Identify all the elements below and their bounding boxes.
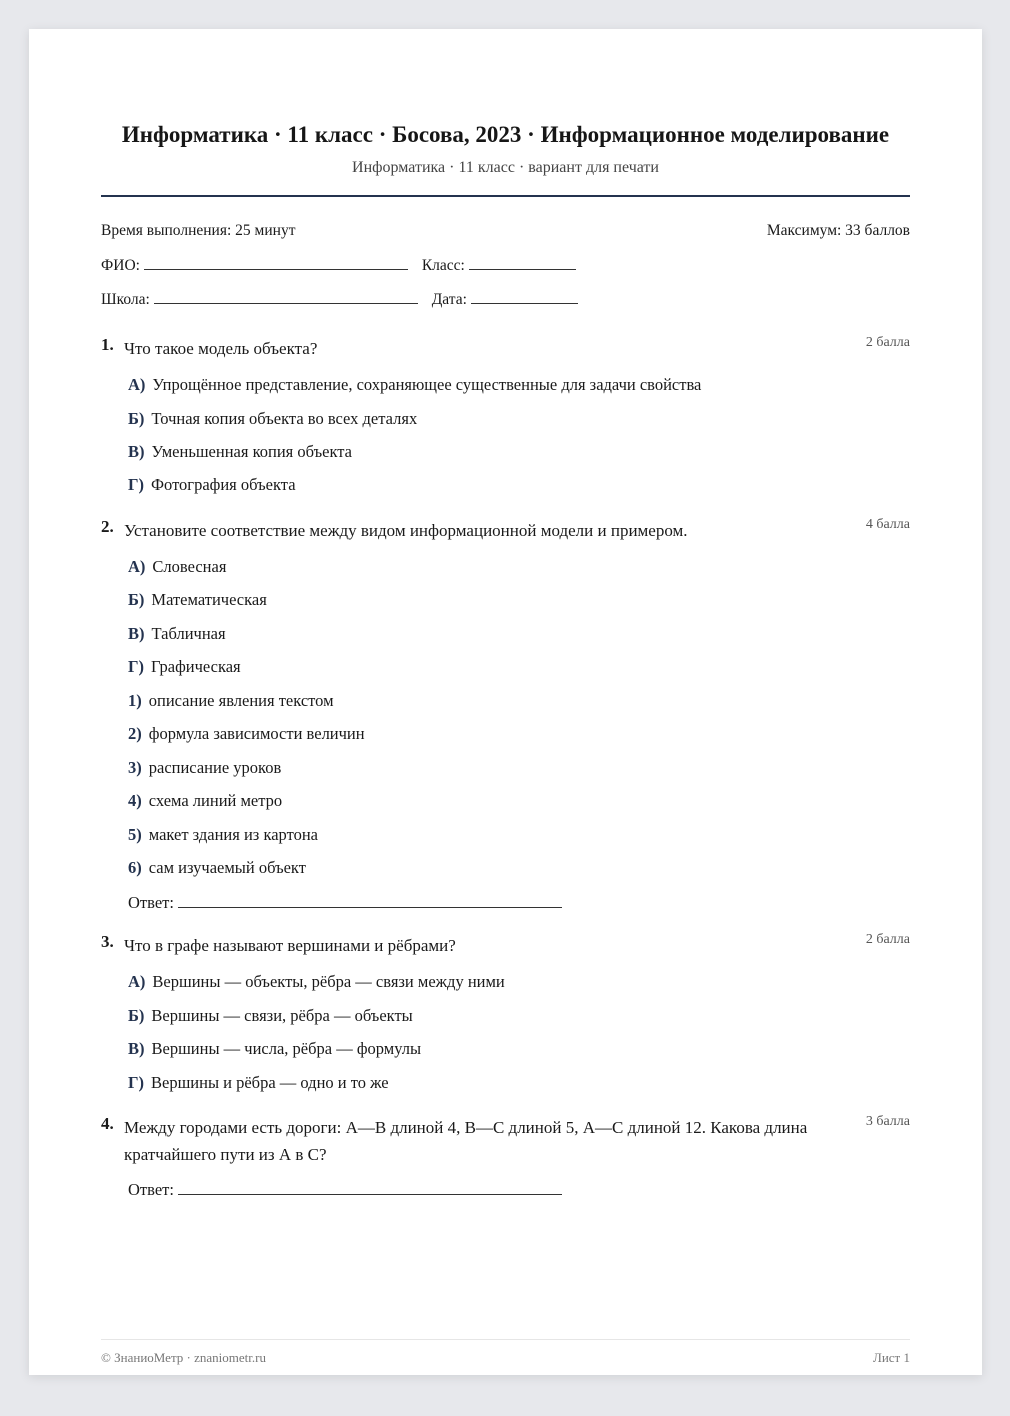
match-text: макет здания из картона [148, 825, 318, 844]
option-label: Б) [128, 409, 145, 428]
option-label: Б) [128, 590, 145, 609]
question-text: Между городами есть дороги: А—B длиной 4, B—C длиной 5, А—C длиной 12. Какова длина кратчайшего пути из А в С? [124, 1118, 808, 1164]
option-label: А) [128, 375, 146, 394]
question-1 [101, 335, 910, 362]
option[interactable] [128, 1073, 389, 1093]
option-label: Б) [128, 1006, 145, 1025]
option[interactable] [128, 1039, 421, 1059]
option[interactable] [128, 442, 352, 462]
match-text: формула зависимости величин [148, 724, 365, 743]
option-text: Уменьшенная копия объекта [151, 442, 353, 461]
match-text: схема линий метро [148, 791, 283, 810]
option-text: Упрощённое представление, сохраняющее существенные для задачи свойства [152, 375, 702, 394]
school-field[interactable] [154, 289, 418, 304]
option-label: Г) [128, 475, 144, 494]
option [128, 590, 267, 610]
question-points: 2 балла [865, 335, 910, 350]
question-4 [101, 1114, 910, 1168]
match-label: 3) [128, 758, 142, 777]
option-text: Графическая [151, 657, 241, 676]
match-label: 6) [128, 858, 142, 877]
option[interactable] [128, 375, 701, 395]
answer-row [128, 893, 562, 913]
question-3 [101, 932, 910, 959]
question-points: 3 балла [865, 1114, 910, 1129]
option-text: Вершины — связи, рёбра — объекты [151, 1006, 413, 1025]
option-label: Г) [128, 1073, 144, 1092]
worksheet-page [29, 29, 982, 1375]
answer-field[interactable] [178, 893, 562, 908]
option [128, 657, 241, 677]
answer-label: Ответ: [128, 1180, 174, 1199]
match-item [128, 758, 281, 778]
school-label: Школа: [101, 291, 150, 308]
match-label: 1) [128, 691, 142, 710]
option[interactable] [128, 972, 505, 992]
question-number: 2. [101, 517, 114, 536]
fio-label: ФИО: [101, 257, 140, 274]
answer-field[interactable] [178, 1180, 562, 1195]
option-text: Вершины — объекты, рёбра — связи между ними [152, 972, 505, 991]
option[interactable] [128, 409, 417, 429]
class-label: Класс: [421, 257, 465, 274]
footer-page-number: Лист 1 [873, 1350, 910, 1365]
option-text: Вершины — числа, рёбра — формулы [151, 1039, 422, 1058]
match-text: расписание уроков [148, 758, 282, 777]
option-label: В) [128, 624, 145, 643]
match-item [128, 791, 282, 811]
name-class-row [101, 255, 910, 275]
max-score: Максимум: 33 баллов [766, 222, 910, 239]
match-item [128, 724, 365, 744]
match-item [128, 691, 334, 711]
question-number: 3. [101, 932, 114, 951]
option-text: Математическая [151, 590, 267, 609]
option [128, 624, 226, 644]
match-item [128, 858, 306, 878]
question-text: Что такое модель объекта? [124, 339, 318, 358]
date-field[interactable] [471, 289, 578, 304]
option-label: Г) [128, 657, 144, 676]
question-number: 4. [101, 1114, 114, 1133]
fio-field[interactable] [144, 255, 408, 270]
option-text: Вершины и рёбра — одно и то же [151, 1073, 389, 1092]
school-date-row [101, 289, 910, 309]
question-points: 4 балла [865, 517, 910, 532]
option [128, 557, 226, 577]
option-text: Словесная [152, 557, 227, 576]
page-title: Информатика · 11 класс · Босова, 2023 · Информационное моделирование [121, 122, 890, 147]
option-text: Табличная [151, 624, 226, 643]
option-label: А) [128, 972, 146, 991]
option-label: В) [128, 442, 145, 461]
question-text: Что в графе называют вершинами и рёбрами? [124, 936, 456, 955]
question-text: Установите соответствие между видом информационной модели и примером. [124, 521, 688, 540]
option[interactable] [128, 1006, 413, 1026]
match-text: описание явления текстом [148, 691, 334, 710]
match-label: 2) [128, 724, 142, 743]
option-label: А) [128, 557, 146, 576]
question-points: 2 балла [865, 932, 910, 947]
option-label: В) [128, 1039, 145, 1058]
question-2 [101, 517, 910, 544]
match-label: 5) [128, 825, 142, 844]
class-field[interactable] [469, 255, 576, 270]
option-text: Фотография объекта [151, 475, 296, 494]
option-text: Точная копия объекта во всех деталях [151, 409, 418, 428]
question-number: 1. [101, 335, 114, 354]
date-label: Дата: [431, 291, 467, 308]
match-text: сам изучаемый объект [148, 858, 306, 877]
footer-divider [101, 1339, 910, 1340]
match-item [128, 825, 318, 845]
match-label: 4) [128, 791, 142, 810]
meta-row [101, 222, 910, 240]
page-subtitle: Информатика · 11 класс · вариант для печати [352, 159, 659, 176]
option[interactable] [128, 475, 296, 495]
header-divider [101, 195, 910, 197]
answer-label: Ответ: [128, 893, 174, 912]
time-limit: Время выполнения: 25 минут [101, 222, 296, 239]
answer-row [128, 1180, 562, 1200]
footer-copyright: © ЗнаниоМетр · znaniometr.ru [101, 1350, 266, 1365]
